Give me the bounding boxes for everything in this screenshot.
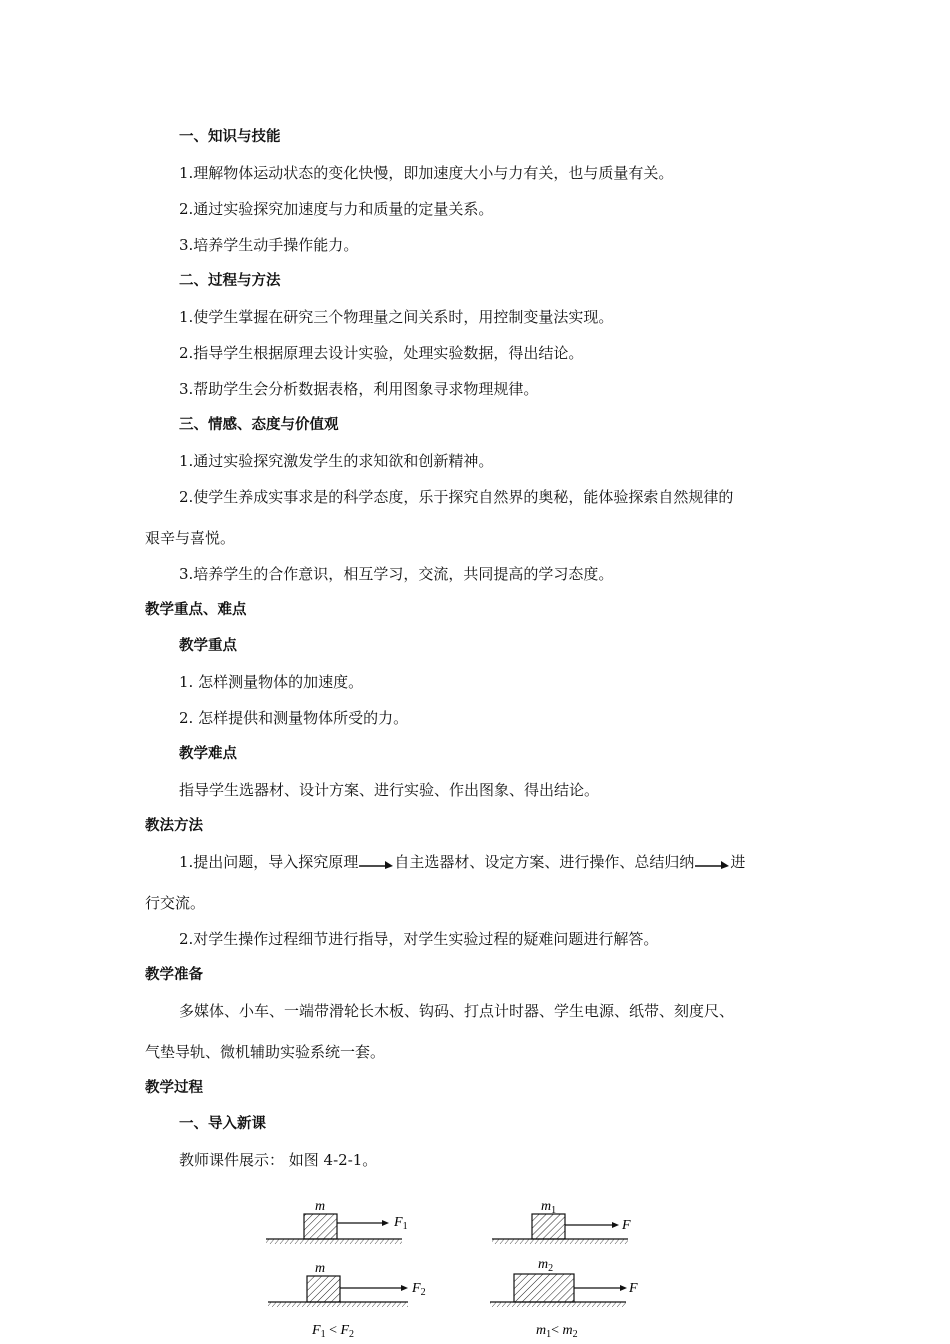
section-heading-teaching-methods: 教法方法 (145, 818, 203, 834)
paragraph: 2.指导学生根据原理去设计实验，处理实验数据，得出结论。 (179, 344, 584, 362)
method-step-3: 进 (730, 853, 746, 871)
arrow-right-icon (359, 857, 393, 869)
paragraph: 教师课件展示： 如图 4-2-1。 (179, 1151, 378, 1169)
list-item: 2. 怎样提供和测量物体所受的力。 (179, 709, 409, 727)
section-heading-preparation: 教学准备 (145, 967, 203, 983)
subheading-introduction: 一、导入新课 (179, 1116, 266, 1132)
paragraph: 1.使学生掌握在研究三个物理量之间关系时，用控制变量法实现。 (179, 308, 614, 326)
subheading-key-points: 教学重点 (179, 638, 237, 654)
subheading-difficult-points: 教学难点 (179, 746, 237, 762)
force-label: F (622, 1218, 631, 1233)
paragraph-continuation: 行交流。 (145, 894, 206, 912)
diagram-top-right (492, 1199, 631, 1244)
block-m (307, 1276, 340, 1302)
force-arrow-icon (382, 1220, 389, 1226)
caption-force-comparison: $F_1 < F_2$ (312, 1323, 355, 1340)
force-arrow-icon (612, 1222, 619, 1228)
block-m2 (514, 1274, 574, 1302)
caption-mass-comparison: $m_1< m_2$ (536, 1323, 578, 1340)
paragraph: 1.理解物体运动状态的变化快慢，即加速度大小与力有关，也与质量有关。 (179, 164, 674, 182)
block-m1 (532, 1214, 565, 1239)
method-flow-line (0, 852, 950, 872)
mass-label: m (315, 1261, 326, 1276)
force-arrow-icon (620, 1285, 627, 1291)
section-heading-process: 教学过程 (145, 1080, 203, 1096)
section-heading-knowledge-skills: 一、知识与技能 (179, 129, 281, 145)
diagram-bottom-left (268, 1261, 426, 1307)
diagram-top-left (266, 1199, 408, 1244)
paragraph: 3.培养学生动手操作能力。 (179, 236, 359, 254)
paragraph: 2.通过实验探究加速度与力和质量的定量关系。 (179, 200, 494, 218)
force-label: $F_1$ (394, 1215, 408, 1232)
force-label: $F_2$ (412, 1281, 426, 1298)
section-heading-emotion-values: 三、情感、态度与价值观 (179, 417, 339, 433)
paragraph: 1.通过实验探究激发学生的求知欲和创新精神。 (179, 452, 494, 470)
paragraph: 2.使学生养成实事求是的科学态度，乐于探究自然界的奥秘，能体验探索自然规律的 (179, 488, 734, 506)
force-mass-figure (260, 1196, 660, 1344)
paragraph: 3.帮助学生会分析数据表格，利用图象寻求物理规律。 (179, 380, 539, 398)
paragraph: 多媒体、小车、一端带滑轮长木板、钩码、打点计时器、学生电源、纸带、刻度尺、 (179, 1002, 735, 1020)
force-arrow-icon (401, 1285, 408, 1291)
paragraph: 指导学生选器材、设计方案、进行实验、作出图象、得出结论。 (179, 781, 600, 799)
paragraph-continuation: 艰辛与喜悦。 (145, 529, 236, 547)
mass-label: $m_1$ (541, 1199, 557, 1216)
diagram-bottom-right (490, 1257, 638, 1307)
list-item: 1. 怎样测量物体的加速度。 (179, 673, 364, 691)
section-heading-key-difficult: 教学重点、难点 (145, 602, 247, 618)
paragraph: 2.对学生操作过程细节进行指导，对学生实验过程的疑难问题进行解答。 (179, 930, 659, 948)
paragraph-continuation: 气垫导轨、微机辅助实验系统一套。 (145, 1043, 386, 1061)
mass-label: $m_2$ (538, 1257, 554, 1274)
mass-label: m (315, 1199, 326, 1214)
paragraph: 3.培养学生的合作意识，相互学习，交流，共同提高的学习态度。 (179, 565, 614, 583)
block-m (304, 1214, 337, 1239)
method-step-1: 1.提出问题，导入探究原理 (179, 853, 359, 871)
force-label: F (629, 1281, 638, 1296)
method-step-2: 自主选器材、设定方案、进行操作、总结归纳 (394, 853, 695, 871)
section-heading-process-methods: 二、过程与方法 (179, 273, 281, 289)
arrow-right-icon (695, 857, 729, 869)
